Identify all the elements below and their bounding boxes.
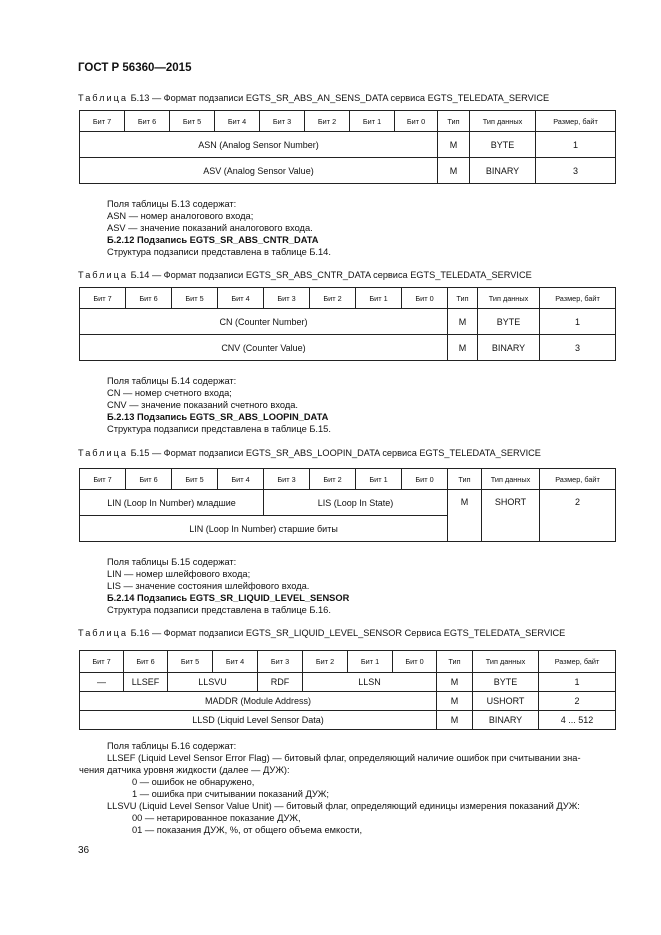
table-14	[79, 287, 616, 361]
header-cell: Бит 1	[356, 469, 402, 490]
header-cell: Бит 7	[80, 651, 124, 673]
table-15	[79, 468, 616, 542]
field-name-cell: CNV (Counter Value)	[80, 335, 448, 361]
section-text: Структура подзаписи представлена в таблице Б.15.	[107, 424, 331, 434]
header-cell: Размер, байт	[539, 651, 616, 673]
header-cell: Бит 4	[213, 651, 258, 673]
field-desc: LIS — значение состояния шлейфового входа.	[107, 581, 310, 591]
header-cell: Бит 5	[172, 469, 218, 490]
header-cell: Бит 0	[402, 469, 448, 490]
fields-intro: Поля таблицы Б.15 содержат:	[107, 557, 237, 567]
header-cell: Бит 1	[348, 651, 393, 673]
header-cell: Бит 3	[264, 288, 310, 309]
table-row	[80, 158, 616, 184]
table-15-fields	[107, 556, 349, 616]
size-cell: 1	[539, 673, 616, 692]
lis-cell: LIS (Loop In State)	[264, 490, 448, 516]
dtype-cell: BINARY	[478, 335, 540, 361]
header-cell: Тип	[448, 288, 478, 309]
field-name-cell: CN (Counter Number)	[80, 309, 448, 335]
section-heading: Б.2.14 Подзапись EGTS_SR_LIQUID_LEVEL_SENSOR	[107, 593, 350, 603]
llsef-value-0: 0 — ошибок не обнаружено,	[132, 777, 255, 787]
field-desc: ASV — значение показаний аналогового входа.	[107, 223, 313, 233]
size-cell: 2	[539, 692, 616, 711]
table-row	[80, 711, 616, 730]
header-cell: Бит 2	[310, 288, 356, 309]
table-row	[80, 309, 616, 335]
header-cell: Бит 0	[402, 288, 448, 309]
table-16	[79, 650, 616, 730]
table-row	[80, 673, 616, 692]
dtype-cell: BINARY	[473, 711, 539, 730]
header-cell: Размер, байт	[540, 288, 616, 309]
header-cell: Тип	[448, 469, 482, 490]
dtype-cell: BINARY	[470, 158, 536, 184]
header-cell: Тип данных	[482, 469, 540, 490]
lin-high-cell: LIN (Loop In Number) старшие биты	[80, 516, 448, 542]
table-row	[80, 490, 616, 516]
header-cell: Бит 3	[258, 651, 303, 673]
header-cell: Бит 2	[310, 469, 356, 490]
header-cell: Бит 7	[80, 111, 125, 132]
type-cell: M	[437, 692, 473, 711]
caption-text: Б.16 — Формат подзаписи EGTS_SR_LIQUID_LEVEL_SENSOR Сервиса EGTS_TELEDATA_SERVICE	[128, 628, 566, 638]
dtype-cell: BYTE	[470, 132, 536, 158]
field-desc: CNV — значение показаний счетного входа.	[107, 400, 299, 410]
lin-low-cell: LIN (Loop In Number) младшие	[80, 490, 264, 516]
header-cell: Бит 3	[264, 469, 310, 490]
table-header-row	[80, 469, 616, 490]
header-cell: Бит 6	[124, 651, 168, 673]
header-cell: Тип данных	[470, 111, 536, 132]
type-cell: M	[448, 335, 478, 361]
table-header-row	[80, 288, 616, 309]
table-header-row	[80, 111, 616, 132]
table-14-caption	[78, 270, 532, 280]
section-heading: Б.2.13 Подзапись EGTS_SR_ABS_LOOPIN_DATA	[107, 412, 329, 422]
caption-label: Таблица	[78, 93, 129, 103]
caption-text: Б.14 — Формат подзаписи EGTS_SR_ABS_CNTR_DATA сервиса EGTS_TELEDATA_SERVICE	[128, 270, 532, 280]
dtype-cell: USHORT	[473, 692, 539, 711]
header-cell: Бит 5	[170, 111, 215, 132]
header-cell: Бит 2	[305, 111, 350, 132]
type-cell: M	[438, 158, 470, 184]
header-cell: Бит 4	[218, 288, 264, 309]
header-cell: Бит 4	[215, 111, 260, 132]
field-desc: LIN — номер шлейфового входа;	[107, 569, 251, 579]
llsef-desc-line2: чения датчика уровня жидкости (далее — ДУЖ):	[79, 765, 290, 775]
type-cell: M	[448, 490, 482, 542]
caption-text: Б.15 — Формат подзаписи EGTS_SR_ABS_LOOPIN_DATA сервиса EGTS_TELEDATA_SERVICE	[128, 448, 541, 458]
header-cell: Бит 7	[80, 288, 126, 309]
header-cell: Бит 0	[393, 651, 437, 673]
table-13	[79, 110, 616, 184]
llsef-cell: LLSEF	[124, 673, 168, 692]
header-cell: Бит 2	[303, 651, 348, 673]
header-cell: Тип	[438, 111, 470, 132]
llsef-desc-line1: LLSEF (Liquid Level Sensor Error Flag) — битовый флаг, определяющий наличие ошибок при считывании зна-	[107, 753, 581, 763]
caption-label: Таблица	[78, 448, 129, 458]
header-cell: Бит 5	[172, 288, 218, 309]
caption-label: Таблица	[78, 270, 129, 280]
section-text: Структура подзаписи представлена в таблице Б.14.	[107, 247, 331, 257]
field-name-cell: ASV (Analog Sensor Value)	[80, 158, 438, 184]
field-name-cell: ASN (Analog Sensor Number)	[80, 132, 438, 158]
table-header-row	[80, 651, 616, 673]
header-cell: Бит 4	[218, 469, 264, 490]
field-desc: CN — номер счетного входа;	[107, 388, 232, 398]
header-cell: Тип данных	[478, 288, 540, 309]
section-text: Структура подзаписи представлена в таблице Б.16.	[107, 605, 331, 615]
caption-text: Б.13 — Формат подзаписи EGTS_SR_ABS_AN_SENS_DATA сервиса EGTS_TELEDATA_SERVICE	[128, 93, 550, 103]
size-cell: 4 ... 512	[539, 711, 616, 730]
table-16-caption	[78, 628, 565, 638]
llsef-value-1: 1 — ошибка при считывании показаний ДУЖ;	[132, 789, 329, 799]
size-cell: 1	[540, 309, 616, 335]
caption-label: Таблица	[78, 628, 129, 638]
fields-intro: Поля таблицы Б.14 содержат:	[107, 376, 237, 386]
dtype-cell: SHORT	[482, 490, 540, 542]
llsvu-value-01: 01 — показания ДУЖ, %, от общего объема емкости,	[132, 825, 363, 835]
dtype-cell: BYTE	[478, 309, 540, 335]
fields-intro: Поля таблицы Б.13 содержат:	[107, 199, 237, 209]
header-cell: Размер, байт	[540, 469, 616, 490]
size-cell: 3	[536, 158, 616, 184]
size-cell: 2	[540, 490, 616, 542]
reserved-cell: —	[80, 673, 124, 692]
type-cell: M	[438, 132, 470, 158]
header-cell: Бит 6	[126, 288, 172, 309]
header-cell: Бит 7	[80, 469, 126, 490]
table-row	[80, 132, 616, 158]
header-cell: Тип данных	[473, 651, 539, 673]
header-cell: Бит 1	[350, 111, 395, 132]
header-cell: Размер, байт	[536, 111, 616, 132]
section-heading: Б.2.12 Подзапись EGTS_SR_ABS_CNTR_DATA	[107, 235, 319, 245]
llsvu-cell: LLSVU	[168, 673, 258, 692]
table-row	[80, 335, 616, 361]
llsn-cell: LLSN	[303, 673, 437, 692]
page-number: 36	[78, 845, 90, 856]
table-13-fields	[107, 198, 331, 258]
table-13-caption	[78, 93, 549, 103]
size-cell: 1	[536, 132, 616, 158]
header-cell: Бит 3	[260, 111, 305, 132]
header-cell: Бит 5	[168, 651, 213, 673]
table-16-fields-intro: Поля таблицы Б.16 содержат:	[107, 741, 237, 751]
type-cell: M	[448, 309, 478, 335]
table-row	[80, 692, 616, 711]
size-cell: 3	[540, 335, 616, 361]
header-cell: Тип	[437, 651, 473, 673]
standard-header: ГОСТ Р 56360—2015	[78, 62, 192, 74]
dtype-cell: BYTE	[473, 673, 539, 692]
header-cell: Бит 6	[125, 111, 170, 132]
table-15-caption	[78, 448, 541, 458]
header-cell: Бит 6	[126, 469, 172, 490]
table-14-fields	[107, 375, 331, 435]
field-name-cell: MADDR (Module Address)	[80, 692, 437, 711]
field-desc: ASN — номер аналогового входа;	[107, 211, 254, 221]
type-cell: M	[437, 711, 473, 730]
header-cell: Бит 1	[356, 288, 402, 309]
header-cell: Бит 0	[395, 111, 438, 132]
llsvu-desc-line1: LLSVU (Liquid Level Sensor Value Unit) — битовый флаг, определяющий единицы измерения показаний ДУЖ:	[107, 801, 580, 811]
type-cell: M	[437, 673, 473, 692]
llsvu-value-00: 00 — нетарированное показание ДУЖ,	[132, 813, 301, 823]
field-name-cell: LLSD (Liquid Level Sensor Data)	[80, 711, 437, 730]
rdf-cell: RDF	[258, 673, 303, 692]
